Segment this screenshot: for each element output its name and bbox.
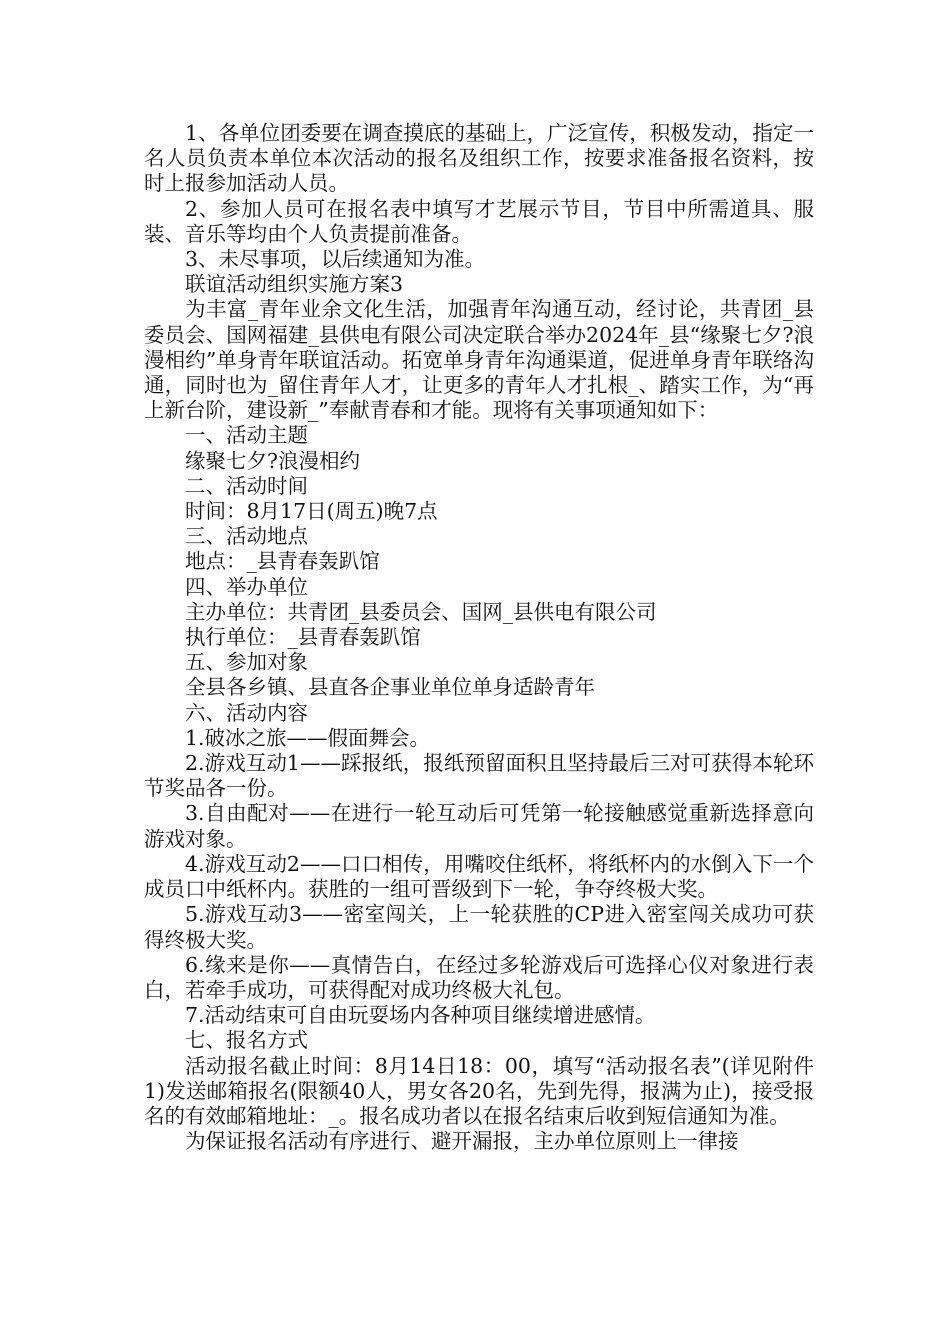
paragraph-notice-3: 3、未尽事项，以后续通知为准。 — [185, 247, 486, 272]
heading-participants: 五、参加对象 — [185, 650, 308, 675]
heading-time: 二、活动时间 — [185, 473, 308, 498]
list-item-activity-4: 4.游戏互动2——口口相传，用嘴咬住纸杯，将纸杯内的水倒入下一个成员口中纸杯内。获胜的一组可晋级到下一轮，争夺终极大奖。 — [144, 851, 814, 902]
paragraph-location: 地点：_县青春轰趴馆 — [185, 549, 380, 574]
document-body — [144, 121, 814, 1154]
paragraph-registration: 活动报名截止时间：8月14日18：00，填写“活动报名表”(详见附件1)发送邮箱报名(限额40人，男女各20名，先到先得，报满为止)，接受报名的有效邮箱地址：_。报名成功者以在报名结束后收到短信通知为准。 — [144, 1053, 814, 1128]
paragraph-registration-note: 为保证报名活动有序进行、避开漏报，主办单位原则上一律接 — [185, 1129, 739, 1154]
list-item-activity-1: 1.破冰之旅——假面舞会。 — [185, 725, 431, 750]
paragraph-participants: 全县各乡镇、县直各企事业单位单身适龄青年 — [185, 675, 595, 700]
list-item-activity-3: 3.自由配对——在进行一轮互动后可凭第一轮接触感觉重新选择意向游戏对象。 — [144, 801, 814, 851]
heading-organizers: 四、举办单位 — [185, 574, 308, 599]
list-item-activity-7: 7.活动结束可自由玩耍场内各种项目继续增进感情。 — [185, 1003, 656, 1028]
paragraph-notice-2: 2、参加人员可在报名表中填写才艺展示节目，节目中所需道具、服装、音乐等均由个人负责提前准备。 — [144, 196, 814, 246]
paragraph-time: 时间：8月17日(周五)晚7点 — [185, 499, 438, 524]
paragraph-theme: 缘聚七夕?浪漫相约 — [185, 448, 360, 473]
paragraph-host: 主办单位：共青团_县委员会、国网_县供电有限公司 — [185, 599, 657, 624]
heading-content: 六、活动内容 — [185, 700, 308, 725]
paragraph-notice-1: 1、各单位团委要在调查摸底的基础上，广泛宣传，积极发动，指定一名人员负责本单位本次活动的报名及组织工作，按要求准备报名资料，按时上报参加活动人员。 — [144, 121, 814, 196]
section-title: 联谊活动组织实施方案3 — [185, 272, 404, 297]
paragraph-executor: 执行单位：_县青春轰趴馆 — [185, 625, 421, 650]
list-item-activity-6: 6.缘来是你——真情告白，在经过多轮游戏后可选择心仪对象进行表白，若牵手成功，可获得配对成功终极大礼包。 — [144, 952, 814, 1002]
heading-theme: 一、活动主题 — [185, 423, 308, 448]
list-item-activity-5: 5.游戏互动3——密室闯关，上一轮获胜的CP进入密室闯关成功可获得终极大奖。 — [144, 902, 814, 952]
paragraph-intro: 为丰富_青年业余文化生活，加强青年沟通互动，经讨论，共青团_县委员会、国网福建_县供电有限公司决定联合举办2024年_县“缘聚七夕?浪漫相约”单身青年联谊活动。拓宽单身青年沟通渠道，促进单身青年联络沟通，同时也为_留住青年人才，让更多的青年人才扎根_、踏实工作，为“再上新台阶，建设新_”奉献青春和才能。现将有关事项通知如下： — [144, 297, 814, 423]
list-item-activity-2: 2.游戏互动1——踩报纸，报纸预留面积且坚持最后三对可获得本轮环节奖品各一份。 — [144, 751, 814, 801]
heading-registration: 七、报名方式 — [185, 1028, 308, 1053]
heading-location: 三、活动地点 — [185, 524, 308, 549]
